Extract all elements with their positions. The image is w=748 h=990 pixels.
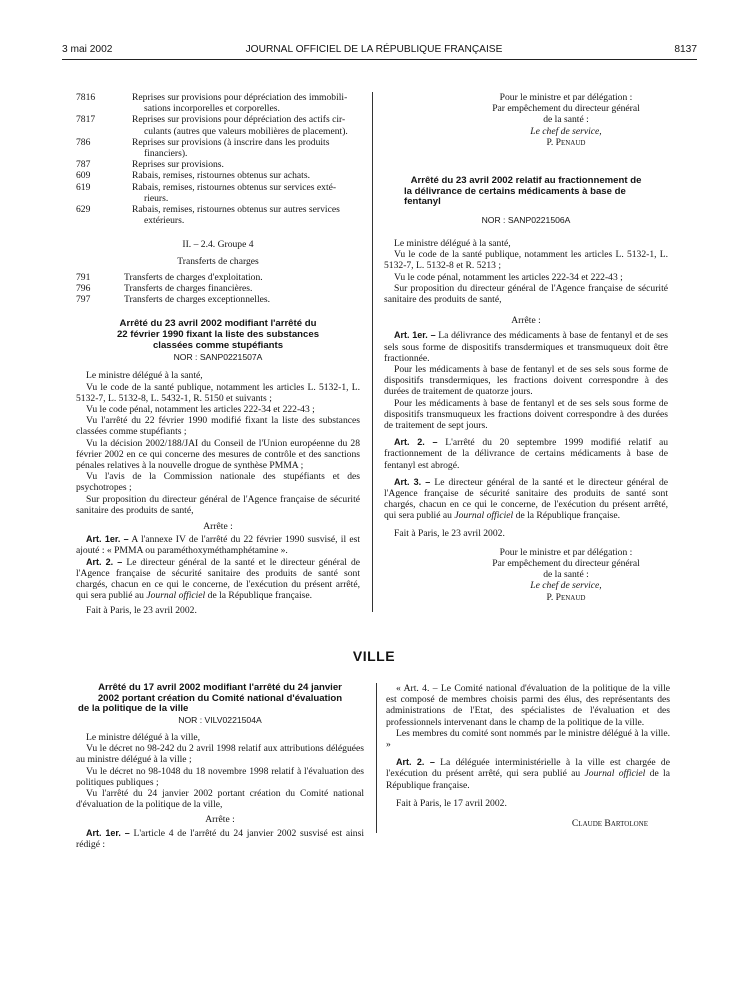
arrete2-fait: Fait à Paris, le 23 avril 2002.: [394, 527, 505, 539]
arrete1-body: Le ministre délégué à la santé, Vu le code de la santé publique, notamment les articles L. 5132-1, L. 5132-7, L. 5132-8, L. 5432-1, R. 5150 et suivants ; Vu le code pénal, notamment les articles 222-34 et 222-43 ; Vu l'arrêté du 22 février 1990 modifié fixant la liste des substances classées comme stupéfiants ; Vu la décision 2002/188/JAI du Conseil de l'Union européenne du 28 février 2002 en ce qui concerne des mesures de contrôle et des sanctions pénales relatives à la nouvelle drogue de synthèse PMMA ; Vu l'avis de la Commission nationale des stupéfiants et des psychotropes ; Sur proposition du directeur général de l'Agence française de sécurité sanitaire des produits de santé, Arrête : Art. 1er. – A l'annexe IV de l'arrêté du 22 février 1990 susvisé, il est ajouté : « PMMA ou paraméthoxyméthamphétamine ». Art. 2. – Le directeur général de la santé et le directeur général de l'Agence française de sécurité sanitaire des produits de santé sont chargés, chacun en ce qui le concerne, de l'exécution du présent arrêté, qui sera publié au Journal officiel de la République française. Fait à Paris, le 23 avril 2002.: [76, 370, 360, 616]
group4-heading: II. – 2.4. Groupe 4: [182, 239, 254, 251]
arrete1-nor: NOR : SANP0221507A: [173, 352, 263, 363]
right-column-top: [384, 92, 668, 603]
account-row: 609 Rabais, remises, ristournes obtenus sur achats.: [76, 170, 310, 182]
arrete2-article1: Art. 1er. – La délivrance des médicaments à base de fentanyl et de ses sels sous forme de dispositifs transdermiques et transmuqueux doit être fractionnée.: [384, 330, 669, 364]
arrete3-nor: NOR : VILV0221504A: [178, 714, 262, 725]
account-row: 797 Transferts de charges exceptionnelles.: [76, 294, 270, 306]
arrete3-arrete: Arrête :: [205, 814, 235, 826]
page-date: 3 mai 2002: [62, 44, 113, 55]
page-number: 8137: [674, 44, 697, 55]
group4-subheading: Transferts de charges: [177, 255, 259, 267]
account-row: 7816 Reprises sur provisions pour dépréciation des immobili- sations incorporelles et corporelles.: [76, 92, 348, 115]
arrete1-article1: Art. 1er. – A l'annexe IV de l'arrêté du 22 février 1990 susvisé, il est ajouté : « PMMA ou paraméthoxyméthamphétamine ».: [76, 534, 360, 557]
arrete1-article2: Art. 2. – Le directeur général de la santé et le directeur général de l'Agence française de sécurité sanitaire des produits de santé sont chargés, chacun en ce qui le concerne, de l'exécution du présent arrêté, qui sera publié au Journal officiel de la République française.: [76, 556, 360, 602]
section-heading-ville: VILLE: [352, 648, 396, 664]
arrete3-fait: Fait à Paris, le 17 avril 2002.: [396, 797, 507, 809]
account-row: 629 Rabais, remises, ristournes obtenus sur autres services extérieurs.: [76, 204, 340, 227]
arrete3-title: Arrêté du 17 avril 2002 modifiant l'arrêté du 24 janvier 2002 portant création du Comité national d'évaluation de la politique de la ville: [78, 682, 343, 715]
left-column-bottom: [76, 683, 364, 850]
account-row: 787 Reprises sur provisions.: [76, 159, 224, 171]
arrete2-title: Arrêté du 23 avril 2002 relatif au fractionnement de la délivrance de certains médicaments à base de fentanyl: [404, 175, 642, 208]
signature-block-mid: Pour le ministre et par délégation : Par empêchement du directeur général de la santé : Le chef de service, P. Penaud: [492, 546, 640, 603]
arrete3-article2: Art. 2. – La déléguée interministérielle à la ville est chargée de l'exécution du présent arrêté, qui sera publié au Journal officiel de la République française.: [386, 757, 670, 791]
arrete1-fait: Fait à Paris, le 23 avril 2002.: [86, 604, 197, 616]
accounts-list: [76, 92, 360, 226]
arrete3-article1: Art. 1er. – L'article 4 de l'arrêté du 24 janvier 2002 susvisé est ainsi rédigé :: [76, 827, 365, 850]
column-divider-bottom: [376, 683, 377, 833]
arrete1-title: Arrêté du 23 avril 2002 modifiant l'arrêté du 22 février 1990 fixant la liste des substances classées comme stupéfiants: [116, 318, 320, 351]
group4-list: [76, 272, 360, 306]
arrete2-article2: Art. 2. – L'arrêté du 20 septembre 1999 modifié relatif au fractionnement de la délivrance de certains médicaments à base de fentanyl est abrogé.: [384, 437, 669, 471]
arrete2-body: Le ministre délégué à la santé, Vu le code de la santé publique, notamment les articles L. 5132-1, L. 5132-7, L. 5132-8 et R. 5213 ; Vu le code pénal, notamment les articles 222-34 et 222-43 ; Sur proposition du directeur général de l'Agence française de sécurité sanitaire des produits de santé, Arrête : Art. 1er. – La délivrance des médicaments à base de fentanyl et de ses sels sous forme de dispositifs transdermiques et transmuqueux doit être fractionnée. Pour les médicaments à base de fentanyl et de ses sels sous forme de dispositifs transdermiques, les fractions doivent correspondre à des durées de traitement de quatorze jours. Pour les médicaments à base de fentanyl et de ses sels sous forme de dispositifs transmuqueux les fractions doivent correspondre à des durées de traitement de sept jours. Art. 2. – L'arrêté du 20 septembre 1999 modifié relatif au fractionnement de la délivrance de certains médicaments à base de fentanyl est abrogé. Art. 3. – Le directeur général de la santé et le directeur général de l'Agence française de sécurité sanitaire des produits de santé sont chargés, chacun en ce qui le concerne, de l'exécution du présent arrêté, qui sera publié au Journal officiel de la République française. Fait à Paris, le 23 avril 2002.: [384, 238, 669, 539]
arrete1-arrete: Arrête :: [203, 521, 233, 533]
account-row: 786 Reprises sur provisions (à inscrire dans les produits financiers).: [76, 136, 330, 160]
arrete2-arrete: Arrête :: [511, 315, 541, 327]
column-divider-top: [372, 92, 373, 612]
account-row: 796 Transferts de charges financières.: [76, 283, 253, 295]
quoted-article-4: « Art. 4. – Le Comité national d'évaluation de la politique de la ville est composé de membres choisis parmi des élus, des représentants des administrations de l'Etat, des spécialistes de l'évaluation et des professionnels intervenant dans le champ de la politique de la ville.: [386, 683, 670, 728]
journal-title: JOURNAL OFFICIEL DE LA RÉPUBLIQUE FRANÇAISE: [245, 44, 503, 55]
account-row: 7817 Reprises sur provisions pour dépréciation des actifs cir- culants (autres que valeurs mobilières de placement).: [76, 114, 348, 137]
signature-block-top: Pour le ministre et par délégation : Par empêchement du directeur général de la santé : Le chef de service, P. Penaud: [492, 92, 640, 148]
signature-bartolone: Claude Bartolone: [571, 818, 648, 830]
right-column-bottom: « Art. 4. – Le Comité national d'évaluation de la politique de la ville est composé de membres choisis parmi des élus, des représentants des administrations de l'Etat, des spécialistes de l'évaluation et des professionnels intervenant dans le champ de la politique de la ville. Les membres du comité sont nommés par le ministre délégué à la ville. » Art. 2. – La déléguée interministérielle à la ville est chargée de l'exécution du présent arrêté, qui sera publié au Journal officiel de la République française. Fait à Paris, le 17 avril 2002. Claude Bartolone: [386, 683, 670, 830]
arrete3-body: Le ministre délégué à la ville, Vu le décret no 98-242 du 2 avril 1998 relatif aux attributions déléguées au ministre délégué à la ville ; Vu le décret no 98-1048 du 18 novembre 1998 relatif à l'évaluation des politiques publiques ; Vu l'arrêté du 24 janvier 2002 portant création du Comité national d'évaluation de la politique de la ville, Arrête : Art. 1er. – L'article 4 de l'arrêté du 24 janvier 2002 susvisé est ainsi rédigé :: [76, 731, 365, 850]
account-row: 619 Rabais, remises, ristournes obtenus sur services exté- rieurs.: [76, 181, 337, 204]
arrete2-nor: NOR : SANP0221506A: [481, 214, 571, 225]
account-row: 791 Transferts de charges d'exploitation.: [76, 271, 263, 283]
header-rule: [62, 59, 697, 60]
left-column-top: [76, 92, 360, 616]
arrete2-article3: Art. 3. – Le directeur général de la santé et le directeur général de l'Agence française de sécurité sanitaire des produits de santé sont chargés, chacun en ce qui le concerne, de l'exécution du présent arrêté, qui sera publié au Journal officiel de la République française.: [384, 476, 668, 522]
